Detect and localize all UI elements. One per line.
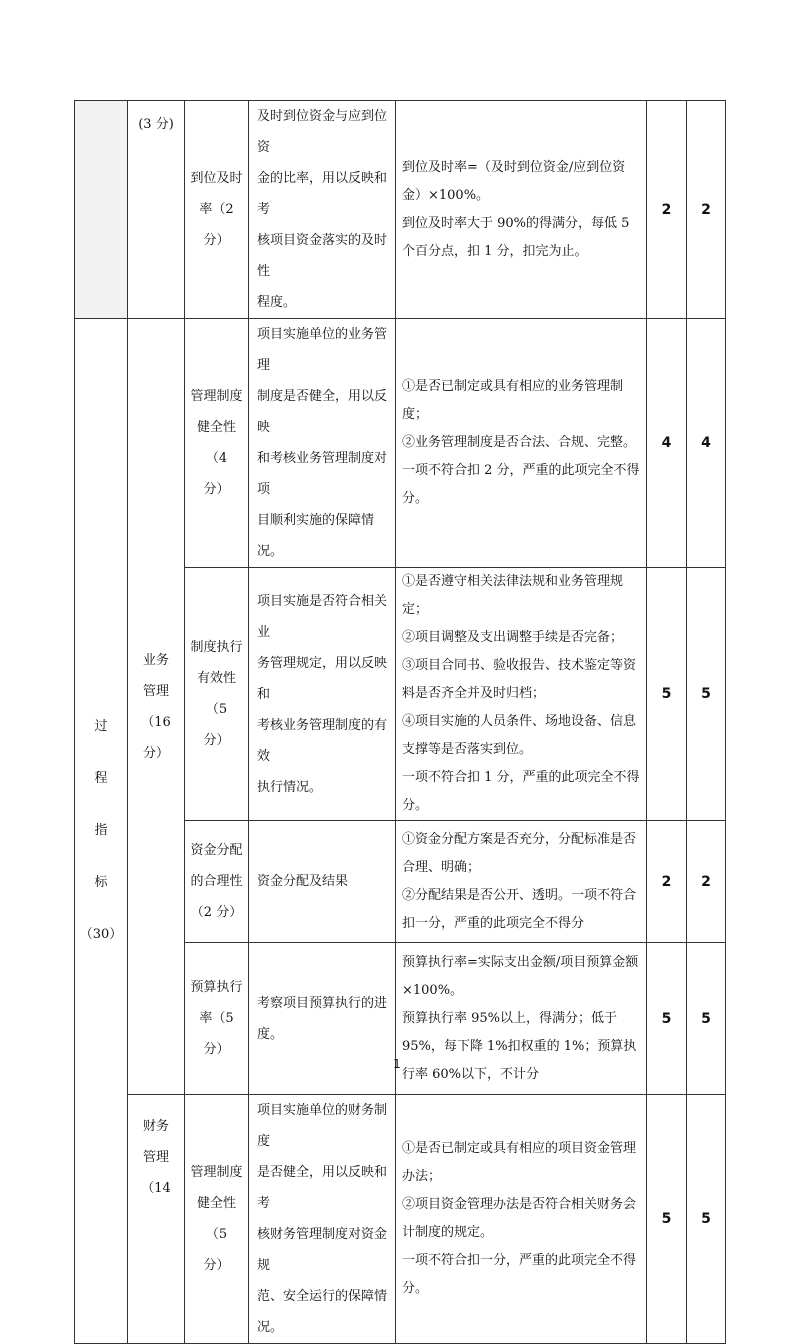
weight-cell: 5 bbox=[647, 1095, 687, 1344]
criteria-line: 到位及时率大于 90%的得满分，每低 5 个百分点，扣 1 分，扣完为止。 bbox=[402, 215, 630, 259]
explanation-cell: 项目实施单位的业务管理 制度是否健全，用以反映 和考核业务管理制度对项 目顺利实施的保障情况。 bbox=[249, 319, 396, 568]
table-row bbox=[75, 101, 726, 319]
criteria-line: ①是否已制定或具有相应的项目资金管理办法； bbox=[402, 1141, 637, 1184]
criteria-line: 一项不符合扣 2 分，严重的此项完全不得分。 bbox=[402, 463, 640, 506]
indicator-cell: 制度执行 有效性（5 分） bbox=[185, 568, 249, 821]
group-finance-cell: 财务 管理 （14 bbox=[128, 1095, 185, 1344]
indicator-cell: 到位及时 率（2 分） bbox=[185, 101, 249, 319]
score-cell: 5 bbox=[687, 568, 726, 821]
criteria-line: ①是否遵守相关法律法规和业务管理规定； bbox=[402, 574, 624, 617]
criteria-line: ②项目调整及支出调整手续是否完备； bbox=[402, 630, 624, 645]
criteria-cell bbox=[396, 1095, 647, 1344]
criteria-line: 到位及时率=（及时到位资金/应到位资金）×100%。 bbox=[402, 159, 626, 203]
criteria-cell bbox=[396, 943, 647, 1095]
criteria-line: ①是否已制定或具有相应的业务管理制度； bbox=[402, 379, 624, 422]
criteria-line: 一项不符合扣 1 分，严重的此项完全不得分。 bbox=[402, 770, 640, 813]
weight-cell: 2 bbox=[647, 821, 687, 943]
indicator-cell: 管理制度 健全性（4 分） bbox=[185, 319, 249, 568]
criteria-line: ①资金分配方案是否充分，分配标准是否合理、明确； bbox=[402, 831, 637, 875]
score-cell: 2 bbox=[687, 101, 726, 319]
weight-cell: 4 bbox=[647, 319, 687, 568]
score-cell: 5 bbox=[687, 1095, 726, 1344]
explanation-cell: 项目实施是否符合相关业 务管理规定，用以反映和 考核业务管理制度的有效 执行情况。 bbox=[249, 568, 396, 821]
criteria-line: 预算执行率=实际支出金额/项目预算金额×100%。 bbox=[402, 954, 639, 998]
indicator-cell: 资金分配 的合理性 （2 分） bbox=[185, 821, 249, 943]
criteria-line: ②业务管理制度是否合法、合规、完整。 bbox=[402, 435, 637, 450]
explanation-cell: 考察项目预算执行的进 度。 bbox=[249, 943, 396, 1095]
sub-score-cell: (3 分) bbox=[128, 101, 185, 319]
indicator-cell: 预算执行 率（5 分） bbox=[185, 943, 249, 1095]
category-cell bbox=[75, 319, 128, 1344]
group-business-cell: 业务 管理 （16 分） bbox=[128, 319, 185, 1095]
criteria-line: ②分配结果是否公开、透明。一项不符合扣一分，严重的此项完全不得分 bbox=[402, 887, 637, 931]
criteria-cell bbox=[396, 319, 647, 568]
page-number: 1 bbox=[393, 1057, 401, 1071]
score-cell: 4 bbox=[687, 319, 726, 568]
category-cell-empty bbox=[75, 101, 128, 319]
criteria-cell bbox=[396, 101, 647, 319]
explanation-cell: 项目实施单位的财务制度 是否健全，用以反映和考 核财务管理制度对资金规 范、安全运行的保障情况。 bbox=[249, 1095, 396, 1344]
criteria-cell bbox=[396, 568, 647, 821]
score-cell: 2 bbox=[687, 821, 726, 943]
criteria-line: ④项目实施的人员条件、场地设备、信息支撑等是否落实到位。 bbox=[402, 714, 637, 757]
criteria-line: 预算执行率 95%以上，得满分；低于 95%，每下降 1%扣权重的 1%；预算执行率 60%以下，不计分 bbox=[402, 1010, 637, 1082]
table-row bbox=[75, 319, 726, 568]
explanation-cell: 及时到位资金与应到位资 金的比率，用以反映和考 核项目资金落实的及时性 程度。 bbox=[249, 101, 396, 319]
weight-cell: 5 bbox=[647, 943, 687, 1095]
category-label: 过 程 指 标 （30） bbox=[79, 719, 123, 942]
criteria-line: ③项目合同书、验收报告、技术鉴定等资料是否齐全并及时归档； bbox=[402, 658, 637, 701]
score-cell: 5 bbox=[687, 943, 726, 1095]
criteria-line: 一项不符合扣一分，严重的此项完全不得分。 bbox=[402, 1253, 637, 1296]
indicator-cell: 管理制度 健全性（5 分） bbox=[185, 1095, 249, 1344]
evaluation-table bbox=[74, 100, 726, 1344]
explanation-cell: 资金分配及结果 bbox=[249, 821, 396, 943]
weight-cell: 5 bbox=[647, 568, 687, 821]
criteria-cell bbox=[396, 821, 647, 943]
criteria-line: ②项目资金管理办法是否符合相关财务会计制度的规定。 bbox=[402, 1197, 637, 1240]
table-row bbox=[75, 1095, 726, 1344]
weight-cell: 2 bbox=[647, 101, 687, 319]
